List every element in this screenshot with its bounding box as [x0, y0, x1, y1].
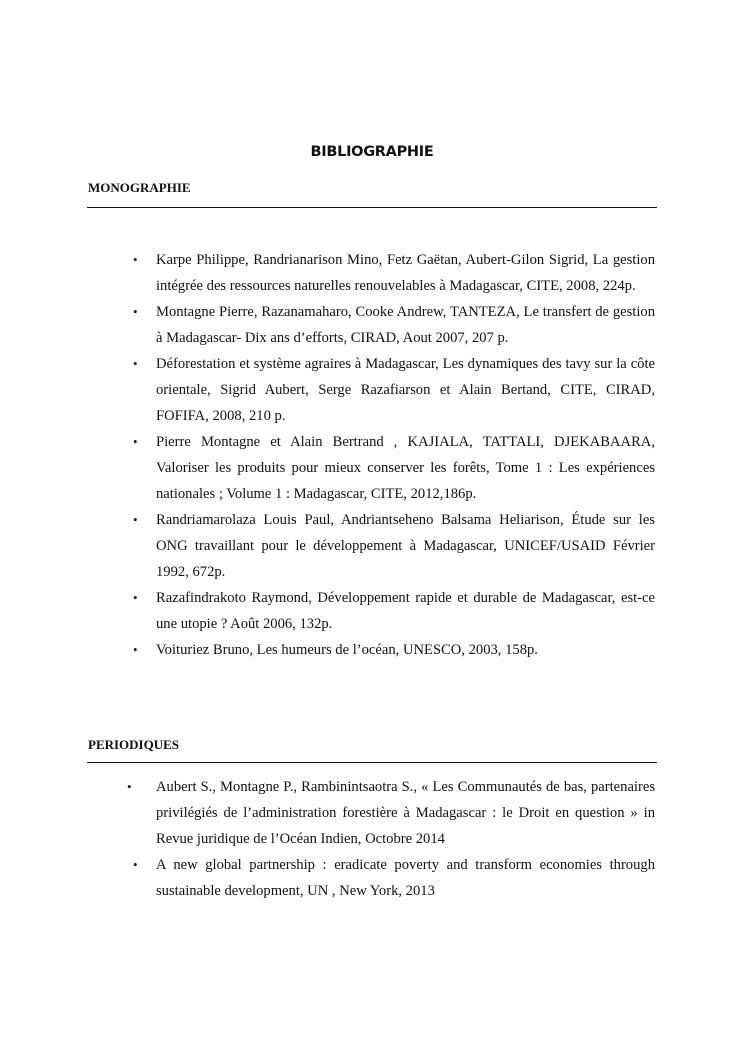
list-item [133, 429, 655, 507]
page-title: BIBLIOGRAPHIE [310, 144, 434, 160]
citation-text: A new global partnership : eradicate poverty and transform economies through sustainable development, UN , New York, 2013 [156, 857, 655, 899]
citation-text: Déforestation et système agraires à Madagascar, Les dynamiques des tavy sur la côte orientale, Sigrid Aubert, Serge Razafiarson et Alain Bertand, CITE, CIRAD, FOFIFA, 2008, 210 p. [156, 356, 655, 424]
bullet-icon: • [133, 857, 138, 872]
list-item [133, 585, 655, 637]
bullet-icon: • [133, 252, 138, 267]
citation-text: Pierre Montagne et Alain Bertrand , KAJIALA, TATTALI, DJEKABAARA, Valoriser les produits pour mieux conserver les forêts, Tome 1 : Les expériences nationales ; Volume 1 : Madagascar, CITE, 2012,186p. [156, 434, 655, 502]
list-item [127, 774, 655, 852]
bullet-icon: • [133, 434, 138, 449]
bullet-icon: • [133, 304, 138, 319]
section-divider [87, 207, 657, 208]
list-item [133, 351, 655, 429]
bullet-icon: • [133, 356, 138, 371]
list-item [133, 299, 655, 351]
list-item [133, 637, 655, 663]
citation-text: Montagne Pierre, Razanamaharo, Cooke Andrew, TANTEZA, Le transfert de gestion à Madagascar- Dix ans d’efforts, CIRAD, Aout 2007, 207 p. [156, 304, 655, 346]
citation-text: Razafindrakoto Raymond, Développement rapide et durable de Madagascar, est-ce une utopie ? Août 2006, 132p. [156, 590, 655, 632]
bullet-icon: • [133, 512, 138, 527]
section-divider [87, 762, 657, 763]
bullet-icon: • [133, 590, 138, 605]
citation-text: Randriamarolaza Louis Paul, Andriantseheno Balsama Heliarison, Étude sur les ONG travaillant pour le développement à Madagascar, UNICEF/USAID Février 1992, 672p. [156, 512, 655, 580]
list-item [133, 507, 655, 585]
citation-text: Voituriez Bruno, Les humeurs de l’océan, UNESCO, 2003, 158p. [156, 642, 538, 658]
citation-text: Karpe Philippe, Randrianarison Mino, Fetz Gaëtan, Aubert-Gilon Sigrid, La gestion intégrée des ressources naturelles renouvelables à Madagascar, CITE, 2008, 224p. [156, 252, 655, 294]
list-item [133, 247, 655, 299]
section-heading-monographie: MONOGRAPHIE [88, 180, 191, 195]
list-item [133, 852, 655, 904]
monographie-list [133, 247, 655, 663]
section-heading-periodiques: PERIODIQUES [88, 737, 180, 752]
citation-text: Aubert S., Montagne P., Rambinintsaotra S., « Les Communautés de bas, partenaires privilégiés de l’administration forestière à Madagascar : le Droit en question » in Revue juridique de l’Océan Indien, Octobre 2014 [156, 779, 655, 847]
bullet-icon: • [133, 642, 138, 657]
periodiques-list [127, 774, 655, 904]
bullet-icon: • [127, 779, 132, 794]
